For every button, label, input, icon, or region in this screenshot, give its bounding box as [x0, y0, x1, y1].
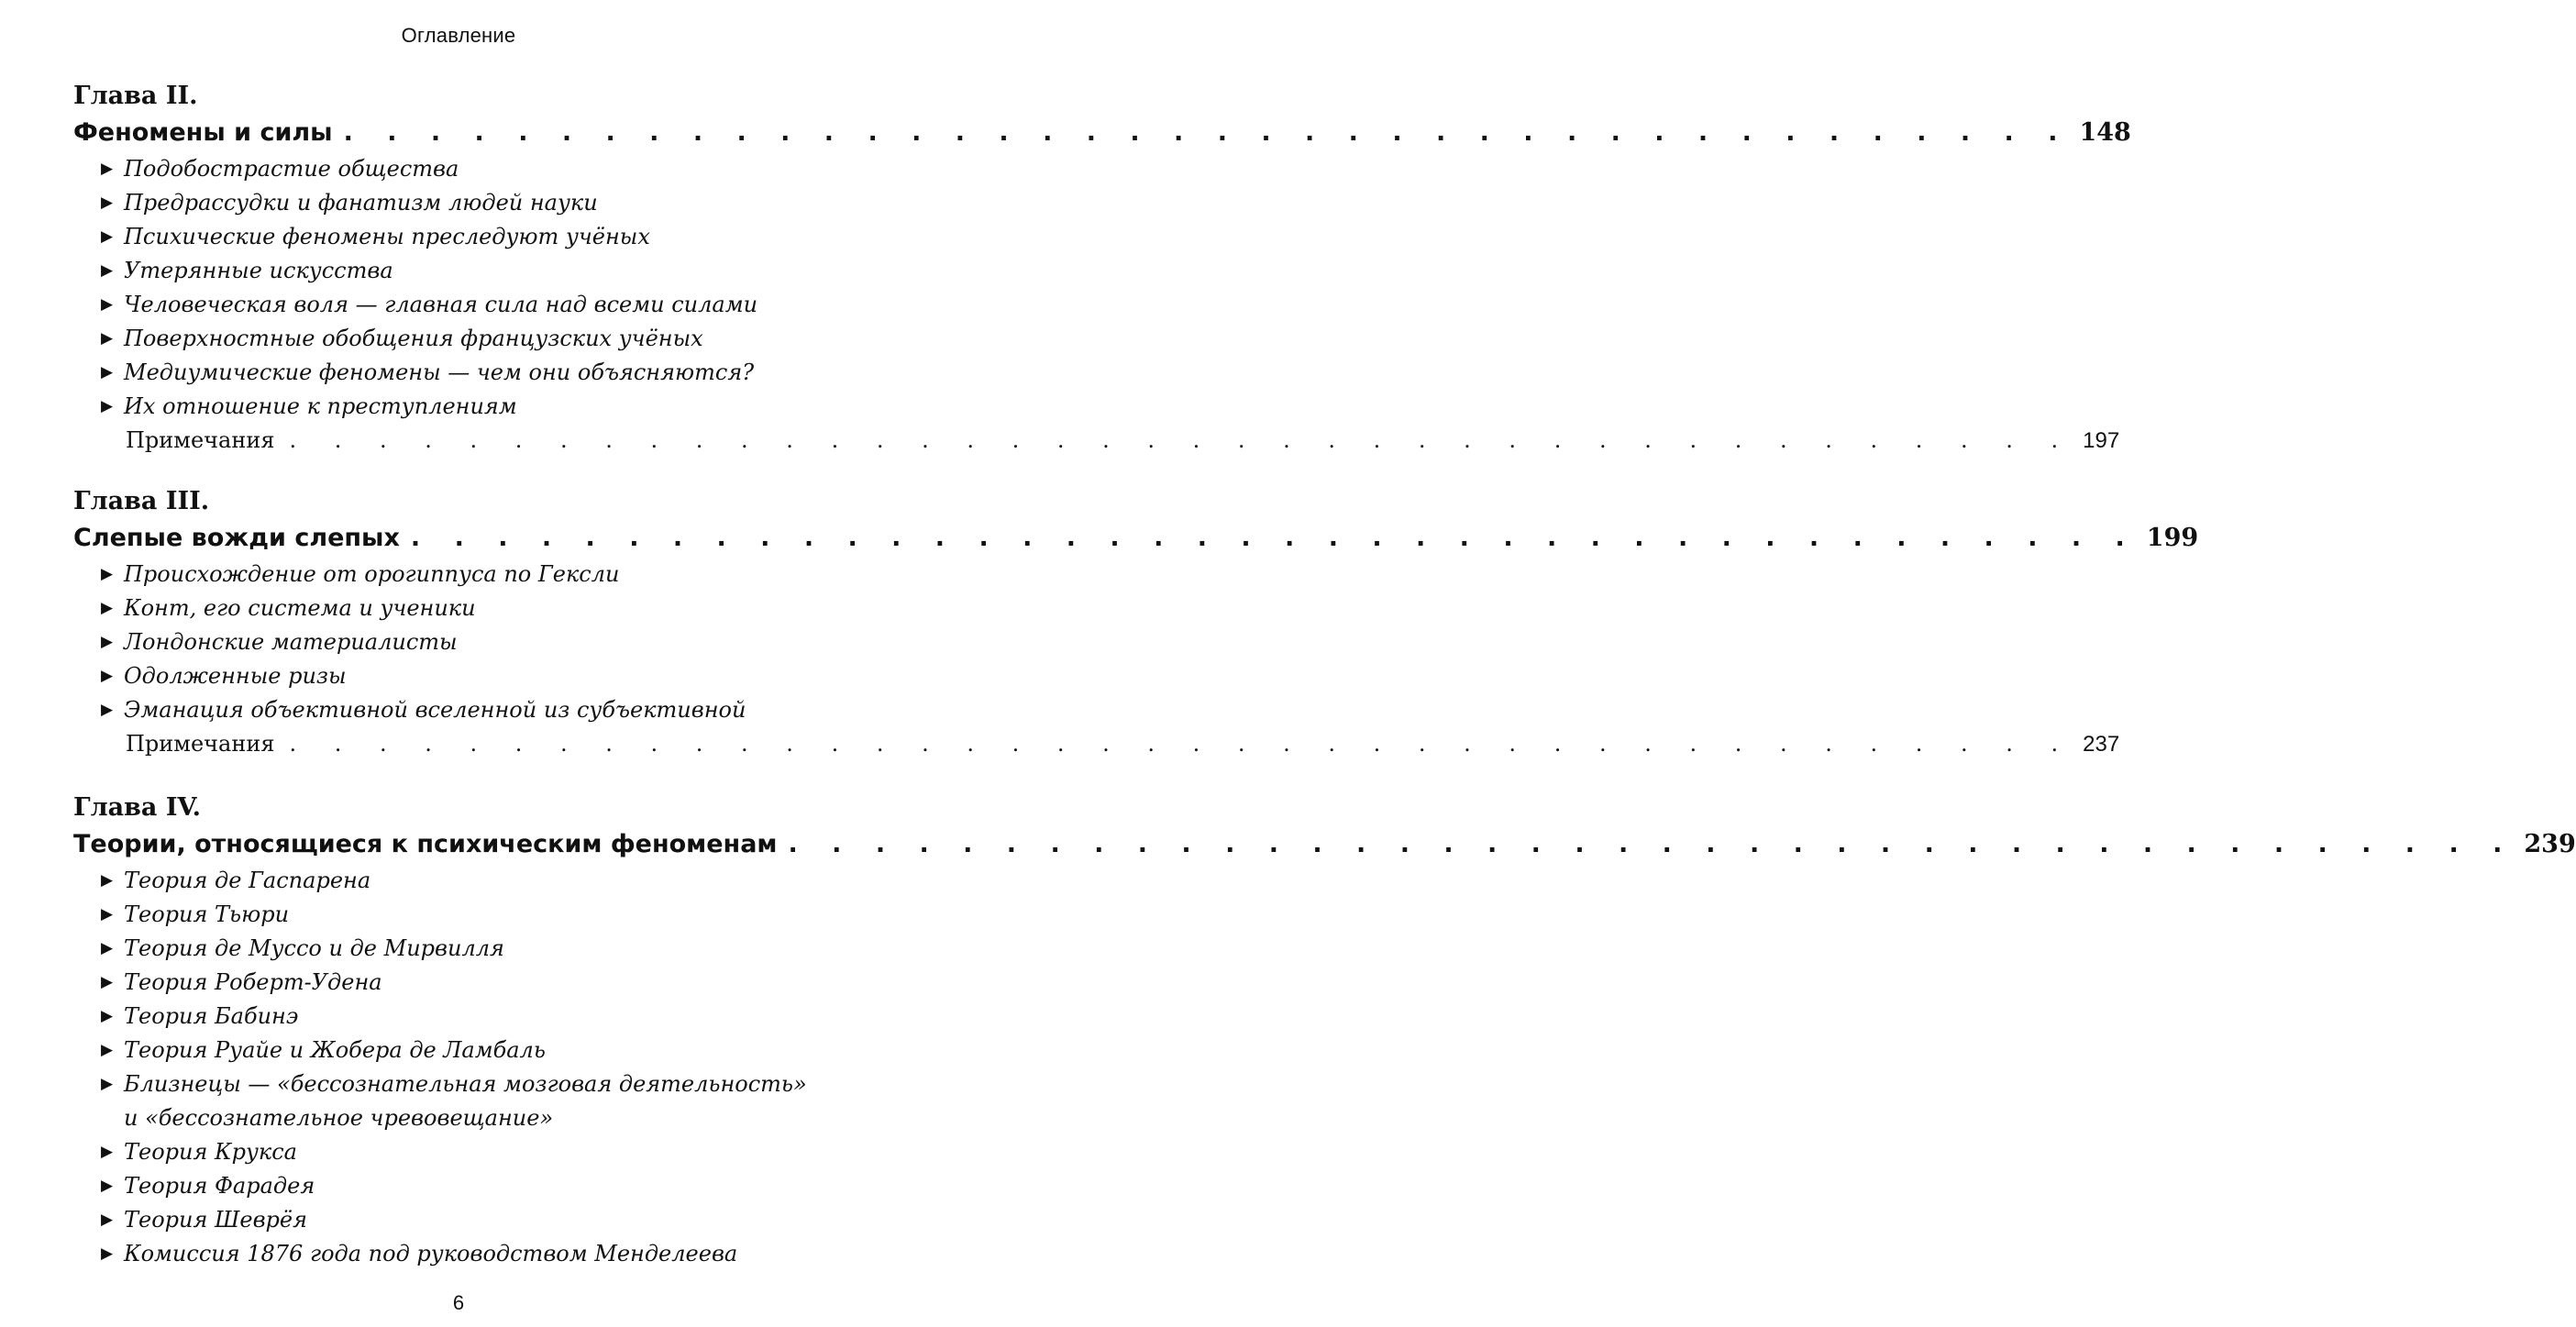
triangle-bullet-icon: ▶ [101, 667, 114, 685]
chapter-title: Феномены и силы [73, 118, 333, 147]
list-item[interactable] [73, 898, 885, 932]
list-item[interactable] [73, 1203, 885, 1237]
leader-dots: . . . . . . . . . . . . . . . . . . . . . . . . . . . . . . . . . . . . . . . . [788, 830, 2515, 858]
triangle-bullet-icon: ▶ [101, 973, 114, 991]
item-text: Теория Роберт-Удена [124, 969, 382, 995]
triangle-bullet-icon: ▶ [101, 599, 114, 617]
list-item[interactable] [73, 592, 885, 625]
item-text: Утерянные искусства [124, 258, 393, 283]
triangle-bullet-icon: ▶ [101, 261, 114, 280]
section-list [73, 864, 885, 1271]
leader-dots: . . . . . . . . . . . . . . . . . . . . . . . . . . . . . . . . . . . . . . . . [289, 427, 2074, 453]
item-text: Лондонские материалисты [124, 629, 458, 655]
chapter-page-number: 148 [2079, 118, 2131, 147]
list-item[interactable] [73, 220, 885, 254]
triangle-bullet-icon: ▶ [101, 363, 114, 382]
list-item[interactable] [73, 864, 885, 898]
item-text: Комиссия 1876 года под руководством Менделеева [124, 1241, 738, 1266]
chapter-page-number: 199 [2146, 524, 2199, 552]
chapter-4 [73, 791, 2576, 1271]
triangle-bullet-icon: ▶ [101, 1177, 114, 1195]
list-item[interactable] [73, 1067, 885, 1101]
triangle-bullet-icon: ▶ [101, 397, 114, 415]
item-text: Теория де Гаспарена [124, 868, 371, 893]
chapter-title-row[interactable] [73, 825, 2576, 864]
item-text: Близнецы — «бессознательная мозговая деятельность» [124, 1071, 807, 1097]
page-number: 6 [452, 1291, 465, 1314]
list-item-continuation: и «бессознательное чревовещание» [124, 1105, 554, 1131]
notes-page-number: 197 [2083, 428, 2120, 453]
chapter-label: Глава II. [73, 82, 198, 110]
item-text: Медиумические феномены — чем они объясняются? [124, 359, 755, 385]
item-text: Поверхностные обобщения французских учёных [124, 326, 703, 351]
item-text: Их отношение к преступлениям [124, 393, 517, 419]
chapter-title: Слепые вожди слепых [73, 524, 400, 552]
item-text: Предрассудки и фанатизм людей науки [124, 190, 598, 216]
triangle-bullet-icon: ▶ [101, 1244, 114, 1263]
list-item[interactable] [73, 966, 885, 1000]
list-item[interactable] [73, 1000, 885, 1034]
item-text: Человеческая воля — главная сила над всеми силами [124, 292, 758, 317]
list-item[interactable] [73, 1135, 885, 1169]
chapter-title: Теории, относящиеся к психическим феноменам [73, 830, 778, 858]
notes-label: Примечания [126, 427, 275, 453]
triangle-bullet-icon: ▶ [101, 1211, 114, 1229]
triangle-bullet-icon: ▶ [101, 939, 114, 957]
list-item[interactable] [73, 288, 885, 322]
list-item[interactable] [73, 558, 885, 592]
list-item[interactable] [73, 152, 885, 186]
leader-dots: . . . . . . . . . . . . . . . . . . . . . . . . . . . . . . . . . . . . . . . . [410, 524, 2138, 552]
item-text: Теория Крукса [124, 1139, 297, 1165]
list-item[interactable] [73, 693, 885, 727]
item-text: Происхождение от орогиппуса по Гексли [124, 561, 620, 587]
triangle-bullet-icon: ▶ [101, 633, 114, 651]
triangle-bullet-icon: ▶ [101, 905, 114, 923]
triangle-bullet-icon: ▶ [101, 160, 114, 178]
triangle-bullet-icon: ▶ [101, 1041, 114, 1059]
chapter-2 [73, 79, 2131, 458]
chapter-title-row[interactable] [73, 519, 2199, 558]
triangle-bullet-icon: ▶ [101, 194, 114, 212]
list-item[interactable] [73, 1169, 885, 1203]
item-text: Конт, его система и ученики [124, 595, 476, 621]
section-list [73, 152, 885, 424]
item-text: Эманация объективной вселенной из субъективной [124, 697, 746, 723]
section-list [73, 558, 885, 727]
list-item[interactable] [73, 659, 885, 693]
list-item[interactable] [73, 322, 885, 356]
item-text: Одолженные ризы [124, 663, 347, 689]
item-text: Подобострастие общества [124, 156, 459, 182]
item-text: Теория Руайе и Жобера де Ламбаль [124, 1037, 546, 1063]
chapter-label: Глава III. [73, 487, 210, 515]
triangle-bullet-icon: ▶ [101, 871, 114, 890]
item-text: Теория де Муссо и де Мирвилля [124, 935, 504, 961]
chapter-page-number: 239 [2524, 830, 2576, 858]
chapter-title-row[interactable] [73, 114, 2131, 152]
item-text: Теория Шеврёя [124, 1207, 308, 1233]
item-text: Теория Фарадея [124, 1173, 315, 1199]
item-text: Теория Бабинэ [124, 1003, 299, 1029]
triangle-bullet-icon: ▶ [101, 1143, 114, 1161]
notes-row[interactable] [73, 424, 2120, 458]
leader-dots: . . . . . . . . . . . . . . . . . . . . . . . . . . . . . . . . . . . . . . . . [343, 118, 2071, 147]
running-head: Оглавление [401, 24, 516, 47]
list-item[interactable] [73, 1237, 885, 1271]
list-item[interactable] [73, 254, 885, 288]
item-text: Психические феномены преследуют учёных [124, 224, 650, 249]
triangle-bullet-icon: ▶ [101, 701, 114, 719]
list-item[interactable] [73, 356, 885, 390]
chapter-label: Глава IV. [73, 793, 202, 822]
triangle-bullet-icon: ▶ [101, 227, 114, 246]
triangle-bullet-icon: ▶ [101, 1075, 114, 1093]
item-text: Теория Тьюри [124, 901, 290, 927]
notes-label: Примечания [126, 731, 275, 757]
notes-page-number: 237 [2083, 732, 2120, 757]
triangle-bullet-icon: ▶ [101, 1007, 114, 1025]
list-item[interactable] [73, 390, 885, 424]
list-item[interactable] [73, 625, 885, 659]
triangle-bullet-icon: ▶ [101, 565, 114, 583]
list-item[interactable] [73, 1034, 885, 1067]
triangle-bullet-icon: ▶ [101, 295, 114, 314]
notes-row[interactable] [73, 727, 2120, 761]
chapter-3 [73, 484, 2199, 761]
triangle-bullet-icon: ▶ [101, 329, 114, 348]
leader-dots: . . . . . . . . . . . . . . . . . . . . . . . . . . . . . . . . . . . . . . . . [289, 731, 2074, 757]
list-item[interactable] [73, 932, 885, 966]
list-item[interactable] [73, 186, 885, 220]
